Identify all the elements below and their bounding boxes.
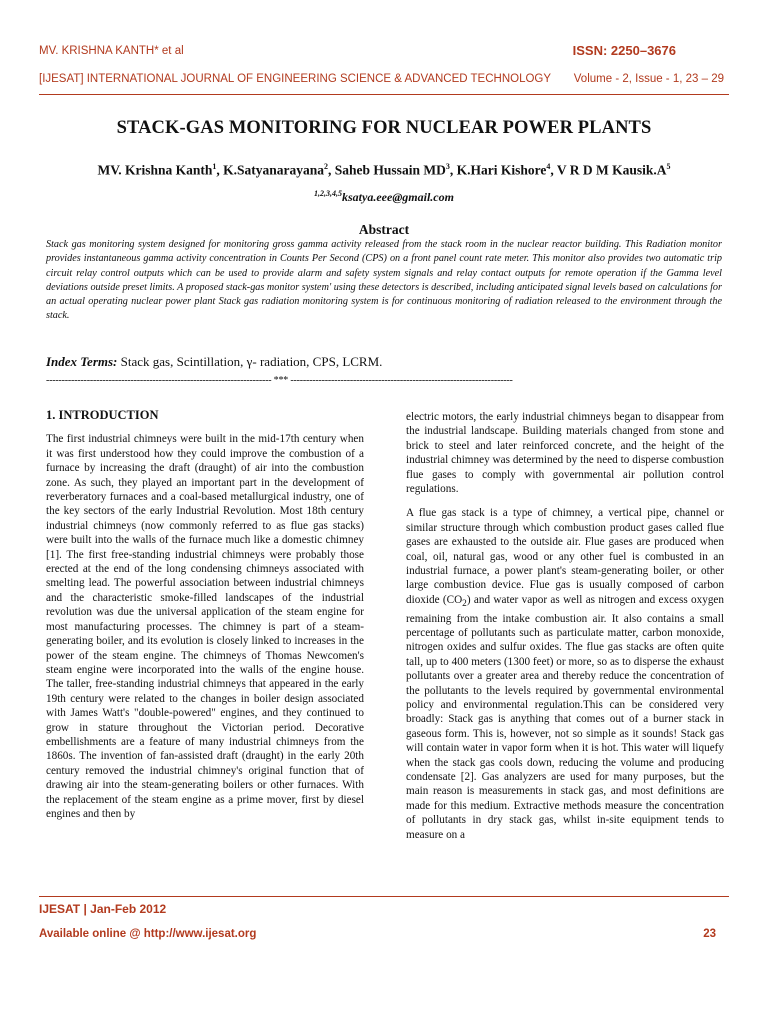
running-author: MV. KRISHNA KANTH* et al: [39, 45, 184, 57]
author-name: K.Hari Kishore: [456, 162, 547, 178]
section-heading: 1. INTRODUCTION: [46, 408, 159, 422]
email-affil: 1,2,3,4,5: [314, 189, 343, 198]
body-paragraph: [406, 506, 724, 842]
author-sep: ,: [328, 162, 335, 178]
author-sep: ,: [449, 162, 457, 178]
author-affil: 1: [212, 162, 217, 171]
body-paragraph: electric motors, the early industrial chimneys began to disappear from the industrial landscape. Building materials changed from stone and brick to steel and later reinforced concrete, and the height of the industrial chimney was determined by the need to disperse combustion flue gases to comply with governmental air pollution control regulations.: [406, 411, 724, 496]
issn: ISSN: 2250–3676: [572, 43, 676, 58]
author-sep: ,: [550, 162, 557, 178]
author-affil: 5: [666, 162, 671, 171]
index-terms: [46, 354, 382, 370]
right-column: [406, 410, 724, 852]
paragraph-part: ) and water vapor as well as nitrogen and excess oxygen remaining from the intake combustion air. It also contains a small percentage of pollutants such as particulate matter, carbon monoxide, nitrogen oxides and sulfur oxides. The flue gas stacks are often quite tall, up to 400 meters (1300 feet) or more, so as to disperse the exhaust pollutants over a greater area and thereby reduce the concentration of the pollutants to the levels required by governmental environmental policy and environmental regulation.This can be considered very broadly: Stack gas is anything that comes out of a burner stack in gaseous form. This is, however, not so simple as it sounds! Stack gas will contain water in vapor form when it is hot. This water will liquefy when the stack gas cools down, reducing the volume and producing condensate [2]. Gas analyzers are used for many purposes, but the main reason is measurements in stack gas, and most definitions are made for this medium. Extractive methods measure the concentration of pollutants in dry stack gas, whilst in-site equipment tends to measure on a: [406, 593, 724, 841]
author-name: V R D M Kausik.A: [556, 162, 667, 178]
body-paragraph: The first industrial chimneys were built in the mid-17th century when it was first understood how they could improve the combustion of a furnace by increasing the draft (draught) of air into the combustion zone. As such, they played an important part in the development of reverberatory furnaces and a coal-based metallurgical industry, one of the key sectors of the early Industrial Revolution. Most 18th century industrial chimneys (now commonly referred to as flue gas stacks) were built into the walls of the furnace much like a domestic chimney [1]. The first free-standing industrial chimneys were probably those erected at the end of the long condensing chimneys associated with smelting lead. The powerful association between industrial chimneys and the characteristic smoke-filled landscapes of the industrial revolution was due the universal application of the steam engine for most manufacturing processes. The chimney is part of a steam-generating boiler, and its evolution is closely linked to increases in the power of the steam engine. The chimneys of Thomas Newcomen's steam engine were incorporated into the walls of the engine house. The taller, free-standing industrial chimneys that appeared in the early 19th century were related to the changes in boiler design associated with James Watt's "double-powered" engines, and they continued to grow in stature throughout the Victorian period. Decorative embellishments are a feature of many industrial chimneys from the 1860s. The invention of fan-assisted draft (draught) in the early 20th century removed the industrial chimney's original function that of drawing air into the steam-generating boilers or other furnaces. With the replacement of the steam engine as a prime mover, first by diesel engines and then by: [46, 433, 364, 820]
footer-journal-date: IJESAT | Jan-Feb 2012: [39, 902, 167, 916]
abstract-text: Stack gas monitoring system designed for monitoring gross gamma activity released from the stack room in the nuclear reactor building. This Radiation monitor provides instantaneous gamma activity concentration in Counts Per Second (CPS) on a front panel count rate meter. This monitor also provides two automatic trip circuit relay control outputs which can be used to provide alarm and safety system signals and relay contact outputs for remote operation if the Gamma level deviations outside preset limits. A proposed stack-gas monitor system' using these detectors is described, including anticipated signal levels based on calculations for an actual operating nuclear power plant Stack gas radiation monitoring system is for continuous monitoring of radiation released to the environment through the stack.: [46, 239, 722, 322]
footer-rule: [39, 896, 729, 897]
author-name: Saheb Hussain MD: [334, 162, 446, 178]
author-affil: 3: [445, 162, 450, 171]
author-sep: ,: [216, 162, 224, 178]
left-column: [46, 408, 364, 831]
co2-subscript: 2: [462, 599, 467, 610]
author-name: MV. Krishna Kanth: [97, 162, 213, 178]
index-terms-label: Index Terms:: [46, 354, 118, 369]
index-terms-list: Stack gas, Scintillation, γ- radiation, CPS, LCRM.: [117, 354, 383, 369]
section-separator: ------------------------------------------------------------------------ *** -----------------------------------------------------------------------: [46, 375, 513, 386]
author-affil: 2: [324, 162, 329, 171]
paragraph-part: A flue gas stack is a type of chimney, a vertical pipe, channel or similar structure through which combustion product gases called flue gases are exhausted to the outside air. Flue gases are produced when coal, oil, natural gas, wood or any other fuel is combusted in an industrial furnace, a power plant's steam-generating boiler, or other large combustion device. Flue gas is usually composed of carbon dioxide (CO: [406, 507, 724, 606]
author-affil: 4: [546, 162, 551, 171]
paper-title: STACK-GAS MONITORING FOR NUCLEAR POWER PLANTS: [116, 118, 652, 138]
page-number: 23: [703, 928, 716, 940]
volume-issue: Volume - 2, Issue - 1, 23 – 29: [573, 73, 724, 85]
author-email: [0, 189, 768, 205]
journal-name: [IJESAT] INTERNATIONAL JOURNAL OF ENGINEERING SCIENCE & ADVANCED TECHNOLOGY: [39, 73, 552, 85]
author-list: [0, 162, 768, 179]
header-rule: [39, 94, 729, 95]
email-address: ksatya.eee@gmail.com: [342, 190, 454, 204]
footer-available-online[interactable]: Available online @ http://www.ijesat.org: [39, 928, 257, 940]
author-name: K.Satyanarayana: [223, 162, 325, 178]
abstract-heading: Abstract: [358, 222, 410, 237]
